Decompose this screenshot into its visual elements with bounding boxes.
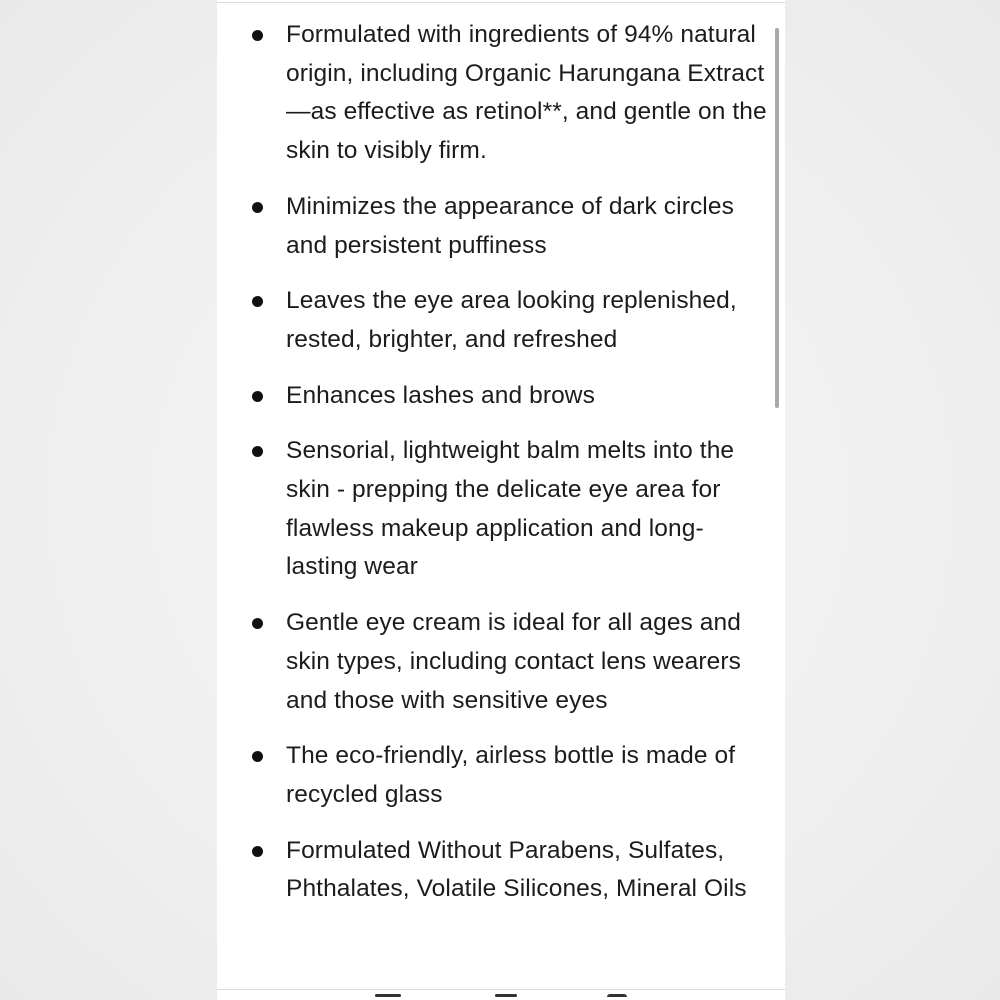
feature-text: Gentle eye cream is ideal for all ages and skin types, including contact lens wearers and those with sensitive eyes bbox=[286, 609, 741, 714]
product-details-panel bbox=[217, 0, 785, 1000]
bullet-icon bbox=[252, 296, 263, 307]
feature-text: Sensorial, lightweight balm melts into the skin - prepping the delicate eye area for flawless makeup application and long-lasting wear bbox=[286, 437, 735, 581]
feature-text: The eco-friendly, airless bottle is made of recycled glass bbox=[286, 742, 736, 808]
bullet-icon bbox=[252, 618, 263, 629]
nav-icon-3[interactable] bbox=[607, 994, 627, 997]
feature-text: Leaves the eye area looking replenished, rested, brighter, and refreshed bbox=[286, 287, 737, 353]
bottom-nav-peek[interactable] bbox=[367, 994, 667, 1000]
bullet-icon bbox=[252, 30, 263, 41]
feature-text: Enhances lashes and brows bbox=[286, 381, 595, 409]
bullet-icon bbox=[252, 202, 263, 213]
bottom-divider bbox=[217, 989, 785, 990]
list-item bbox=[250, 188, 770, 265]
bullet-icon bbox=[252, 751, 263, 762]
scrollbar-thumb[interactable] bbox=[775, 28, 779, 408]
list-item bbox=[250, 432, 770, 587]
list-item bbox=[250, 16, 770, 171]
scrollbar[interactable] bbox=[775, 28, 781, 408]
list-item bbox=[250, 604, 770, 720]
list-item bbox=[250, 377, 770, 416]
bullet-icon bbox=[252, 391, 263, 402]
list-item bbox=[250, 737, 770, 814]
feature-text: Formulated Without Parabens, Sulfates, Phthalates, Volatile Silicones, Mineral Oils bbox=[286, 836, 747, 903]
nav-icon-1[interactable] bbox=[375, 994, 401, 997]
nav-icon-2[interactable] bbox=[495, 994, 517, 997]
feature-text: Formulated with ingredients of 94% natural origin, including Organic Harungana Extract—as effective as retinol**, and gentle on the skin to visibly firm. bbox=[286, 21, 767, 165]
feature-list bbox=[250, 16, 770, 926]
bullet-icon bbox=[252, 846, 263, 857]
bullet-icon bbox=[252, 446, 263, 457]
list-item bbox=[250, 832, 770, 909]
list-item bbox=[250, 282, 770, 359]
top-divider bbox=[217, 2, 785, 3]
feature-text: Minimizes the appearance of dark circles and persistent puffiness bbox=[286, 192, 734, 259]
